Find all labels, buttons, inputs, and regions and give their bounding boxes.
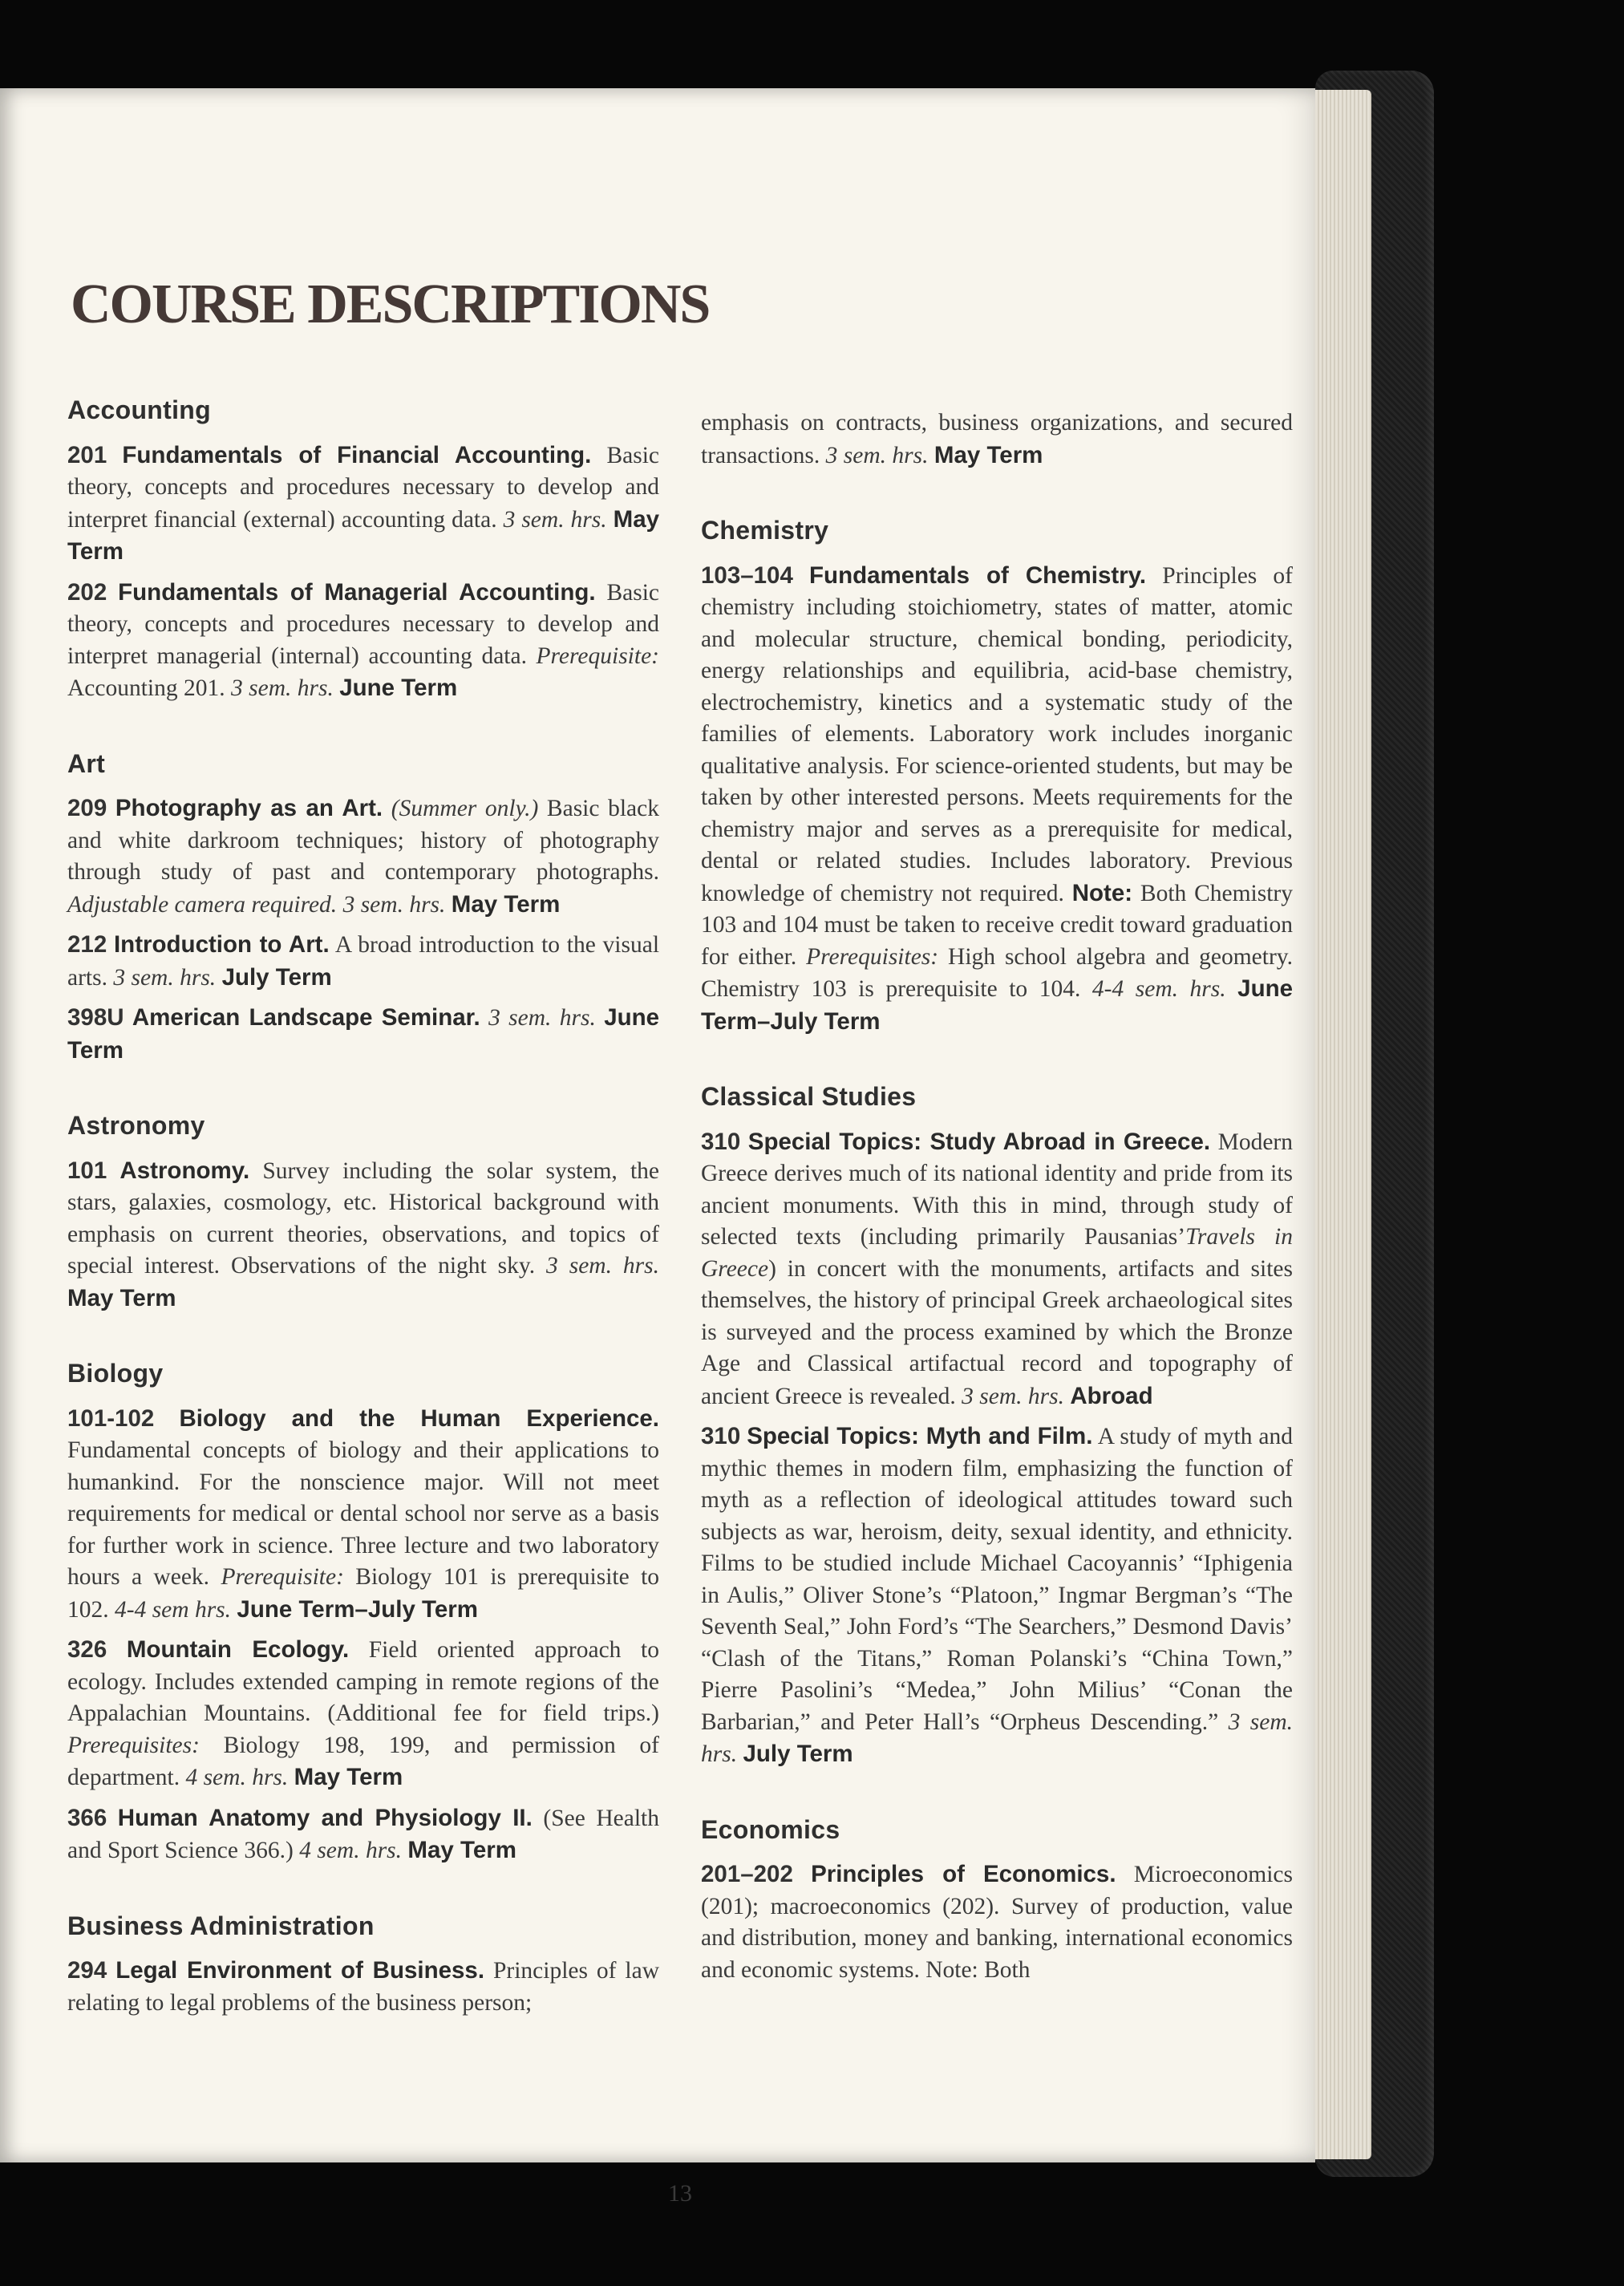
course-acct-201 bbox=[67, 440, 659, 569]
course-credit: 4-4 sem. hrs. bbox=[1091, 976, 1226, 1002]
course-credit: 3 sem. hrs. bbox=[701, 1708, 1294, 1767]
course-art-398u bbox=[67, 1002, 659, 1067]
dept-economics: Economics bbox=[701, 1814, 840, 1844]
course-bio-366 bbox=[67, 1802, 659, 1867]
dept-classical-studies: Classical Studies bbox=[701, 1082, 917, 1111]
course-term: May Term bbox=[294, 1764, 403, 1790]
course-number: 103–104 bbox=[701, 561, 793, 589]
course-acct-202 bbox=[67, 577, 659, 705]
dept-astronomy: Astronomy bbox=[67, 1111, 205, 1140]
course-credit: 4 sem. hrs. bbox=[299, 1838, 403, 1863]
course-number: 326 bbox=[67, 1636, 107, 1663]
course-term: June Term–July Term bbox=[701, 975, 1294, 1035]
course-credit: 3 sem. hrs. bbox=[231, 675, 334, 701]
course-astro-101 bbox=[67, 1155, 659, 1315]
course-term: May Term bbox=[67, 1284, 176, 1311]
course-term: June Term bbox=[67, 1004, 660, 1064]
course-credit: 3 sem. hrs. bbox=[503, 506, 607, 533]
course-desc: Basic theory, concepts and procedures necessary to develop and interpret managerial (internal) accounting data. bbox=[67, 579, 660, 669]
course-title: Biology and the Human Experience. bbox=[179, 1404, 659, 1432]
course-credit: 3 sem. hrs. bbox=[113, 964, 217, 991]
course-term: June Term bbox=[339, 675, 458, 701]
course-clas-310-film bbox=[701, 1421, 1293, 1771]
course-desc: Basic black and white darkroom techniques; history of photography through study of past and contemporary photographs. bbox=[67, 796, 659, 885]
note-label: Note: bbox=[1071, 879, 1133, 906]
course-title: Astronomy. bbox=[119, 1157, 250, 1184]
course-term: June Term–July Term bbox=[237, 1595, 478, 1623]
course-credit: 3 sem. hrs. bbox=[546, 1253, 659, 1279]
course-credit: 4-4 sem hrs. bbox=[115, 1596, 232, 1623]
course-number: 101 bbox=[67, 1157, 107, 1184]
right-column bbox=[701, 407, 1293, 1994]
course-title: Photography as an Art. bbox=[115, 795, 383, 821]
course-term: May Term bbox=[407, 1837, 516, 1863]
course-title: Principles of Economics. bbox=[811, 1861, 1116, 1887]
note-text: Both Chemistry 103 and 104 must be taken to receive credit toward graduation for either. bbox=[701, 880, 1294, 970]
course-desc: Principles of law relating to legal problems of the business person; bbox=[67, 1958, 660, 2016]
page-number: 13 bbox=[668, 2180, 692, 2207]
course-title: Human Anatomy and Physiology II. bbox=[117, 1804, 533, 1831]
prereq-text: Biology 198, 199, and permission of department. bbox=[67, 1732, 660, 1790]
course-title: Mountain Ecology. bbox=[126, 1636, 350, 1663]
dept-art: Art bbox=[67, 748, 106, 778]
left-column bbox=[67, 395, 659, 2027]
course-term: July Term bbox=[743, 1741, 853, 1767]
course-requirement: Adjustable camera required. bbox=[67, 891, 338, 918]
prereq-text: Accounting 201. bbox=[67, 675, 225, 701]
course-desc: Microeconomics (201); macroeconomics (202). Survey of production, value and distribution, money and banking, international economics and economic systems. Note: Both bbox=[701, 1862, 1293, 1983]
course-desc: emphasis on contracts, business organizations, and secured transactions. bbox=[701, 410, 1293, 468]
course-number: 101-102 bbox=[67, 1404, 155, 1432]
course-title: Legal Environment of Business. bbox=[115, 1957, 485, 1984]
course-desc: Field oriented approach to ecology. Includes extended camping in remote regions of the Appalachian Mountains. (Additional fee for field trips.) bbox=[67, 1637, 659, 1726]
prereq-label: Prerequisite: bbox=[221, 1564, 344, 1590]
course-number: 212 bbox=[67, 931, 107, 958]
course-title: Special Topics: Myth and Film. bbox=[747, 1423, 1093, 1449]
course-term: May Term bbox=[451, 890, 561, 918]
prereq-text: Biology 101 is prerequisite to 102. bbox=[67, 1564, 660, 1623]
course-title: Fundamentals of Chemistry. bbox=[809, 561, 1147, 589]
course-desc: Modern Greece derives much of its national identity and pride from its ancient monuments. With this in mind, through study of selected texts (including primarily Pausanias’ bbox=[701, 1129, 1294, 1250]
course-desc: Survey including the solar system, the stars, galaxies, cosmology, etc. Historical background with emphasis on current theories, observations, and topics of special interest. Observations of the night sky. bbox=[67, 1157, 660, 1279]
course-desc: Principles of chemistry including stoichiometry, states of matter, atomic and molecular structure, chemical bonding, periodicity, energy relationships and equilibria, acid-base chemistry, electrochemistry, kinetics and a systematic study of the families of elements. Laboratory work includes inorganic qualitative analysis. For science-oriented students, but may be taken by other interested persons. Meets requirements for the chemistry major and serves as a prerequisite for medical, dental or related studies. Includes laboratory. Previous knowledge of chemistry not required. bbox=[701, 562, 1294, 906]
course-desc: A study of myth and mythic themes in modern film, emphasizing the function of myth as a reflection of ideological attitudes toward such subjects as war, heroism, deity, sexual identity, and ethnicity. Films to be studied include Michael Cacoyannis’ “Iphigenia in Aulis,” Oliver Stone’s “Platoon,” Ingmar Bergman’s “The Seventh Seal,” John Ford’s “The Searchers,” Desmond Davis’ “Clash of the Titans,” Roman Polanski’s “China Town,” Pierre Pasolini’s “Medea,” John Milius’ “Conan the Barbarian,” and Peter Hall’s “Orpheus Descending.” bbox=[701, 1424, 1294, 1735]
course-number: 209 bbox=[67, 795, 107, 821]
course-chem-103 bbox=[701, 560, 1293, 1039]
course-term: May Term bbox=[933, 441, 1043, 468]
prereq-label: Prerequisite: bbox=[536, 642, 659, 669]
course-number: 202 bbox=[67, 578, 107, 606]
course-title: American Landscape Seminar. bbox=[132, 1004, 480, 1031]
course-term: Abroad bbox=[1070, 1382, 1153, 1409]
prereq-label: Prerequisites: bbox=[806, 943, 939, 970]
dept-business: Business Administration bbox=[67, 1911, 375, 1940]
course-art-209 bbox=[67, 792, 659, 921]
page-heading: COURSE DESCRIPTIONS bbox=[71, 274, 710, 335]
course-bio-326 bbox=[67, 1634, 659, 1794]
course-desc: (See Health and Sport Science 366.) bbox=[67, 1805, 660, 1863]
prereq-label: Prerequisites: bbox=[67, 1732, 200, 1758]
course-econ-201 bbox=[701, 1858, 1293, 1986]
course-credit: 4 sem. hrs. bbox=[185, 1765, 289, 1790]
dept-accounting: Accounting bbox=[67, 395, 211, 424]
course-art-212 bbox=[67, 929, 659, 994]
course-bus-294 bbox=[67, 1955, 659, 2019]
course-desc: Basic theory, concepts and procedures necessary to develop and interpret financial (external) accounting data. bbox=[67, 442, 660, 533]
course-note: (Summer only.) bbox=[391, 796, 539, 821]
course-desc: A broad introduction to the visual arts. bbox=[67, 932, 660, 991]
course-credit: 3 sem. hrs. bbox=[342, 891, 446, 918]
course-term: May Term bbox=[67, 505, 660, 565]
book-title: Travels in Greece bbox=[701, 1224, 1293, 1282]
course-number: 294 bbox=[67, 1957, 107, 1984]
course-number: 310 bbox=[701, 1128, 741, 1155]
prereq-text: High school algebra and geometry. Chemistry 103 is prerequisite to 104. bbox=[701, 943, 1293, 1002]
course-title: Fundamentals of Financial Accounting. bbox=[122, 441, 592, 468]
course-bio-101 bbox=[67, 1403, 659, 1627]
course-number: 310 bbox=[701, 1423, 741, 1449]
course-credit: 3 sem. hrs. bbox=[962, 1383, 1064, 1409]
dept-biology: Biology bbox=[67, 1359, 164, 1388]
course-number: 366 bbox=[67, 1804, 107, 1831]
course-number: 201 bbox=[67, 441, 107, 468]
course-credit: 3 sem. hrs. bbox=[488, 1005, 596, 1031]
course-title: Fundamentals of Managerial Accounting. bbox=[118, 578, 596, 606]
course-desc: Fundamental concepts of biology and their applications to humankind. For the nonscience major. Will not meet requirements for medical or dental school nor serve as a basis for further work in science. Three lecture and two laboratory hours a week. bbox=[67, 1437, 659, 1590]
course-title: Special Topics: Study Abroad in Greece. bbox=[747, 1128, 1211, 1155]
course-title: Introduction to Art. bbox=[113, 931, 330, 958]
dept-chemistry: Chemistry bbox=[701, 516, 829, 545]
course-desc-cont: ) in concert with the monuments, artifacts and sites themselves, the history of principal Greek archaeological sites is surveyed and the process examined by which the Bronze Age and Classical artifactual record and topography of ancient Greece is revealed. bbox=[701, 1255, 1293, 1409]
course-credit: 3 sem. hrs. bbox=[825, 442, 929, 468]
course-number: 398U bbox=[67, 1004, 124, 1031]
course-clas-310-greece bbox=[701, 1126, 1293, 1413]
course-bus-294-continued bbox=[701, 407, 1293, 472]
course-term: July Term bbox=[221, 963, 332, 991]
course-number: 201–202 bbox=[701, 1861, 793, 1887]
